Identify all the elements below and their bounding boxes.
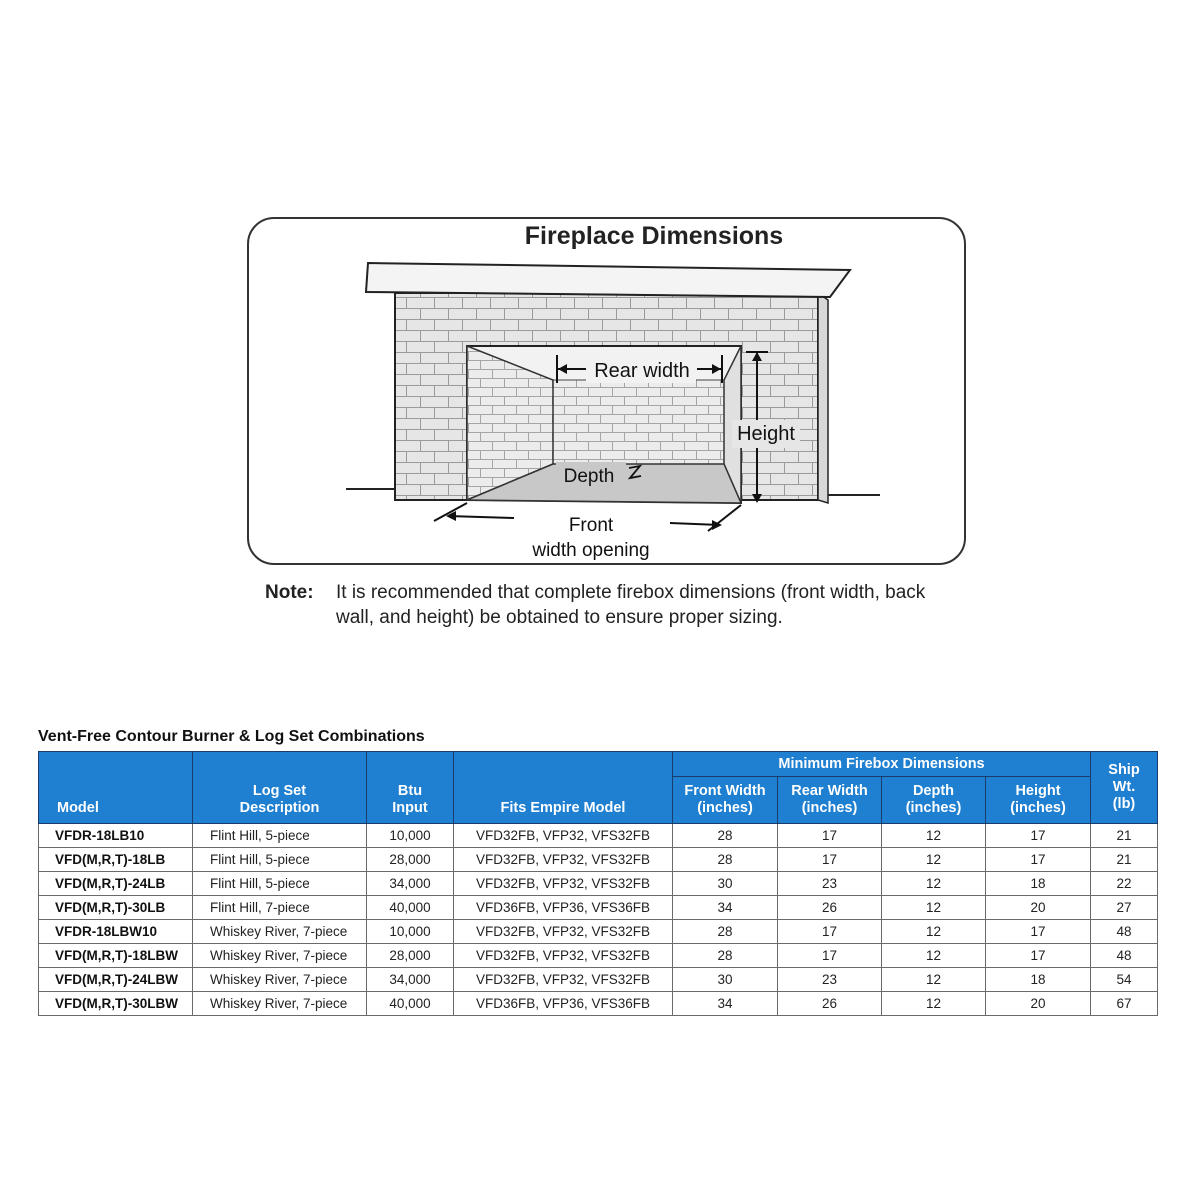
cell-fits: VFD32FB, VFP32, VFS32FB: [454, 944, 673, 968]
cell-model: VFD(M,R,T)-30LBW: [39, 992, 193, 1016]
cell-model: VFDR-18LBW10: [39, 920, 193, 944]
header-ship-text: Ship Wt. (lb): [1108, 762, 1140, 812]
cell-log-set: Whiskey River, 7-piece: [193, 920, 367, 944]
cell-log-set: Whiskey River, 7-piece: [193, 944, 367, 968]
cell-depth: 12: [882, 896, 986, 920]
cell-depth: 12: [882, 848, 986, 872]
cell-log-set: Flint Hill, 7-piece: [193, 896, 367, 920]
header-log-set: [193, 752, 367, 824]
cell-btu: 40,000: [367, 896, 454, 920]
cell-depth: 12: [882, 944, 986, 968]
cell-btu: 40,000: [367, 992, 454, 1016]
header-rear-width: Rear Width (inches): [778, 777, 882, 824]
table-row: [39, 896, 1158, 920]
table-row: [39, 824, 1158, 848]
table-title: Vent-Free Contour Burner & Log Set Combinations: [38, 728, 425, 745]
cell-front-width: 34: [673, 896, 778, 920]
cell-btu: 28,000: [367, 848, 454, 872]
cell-ship: 21: [1091, 848, 1158, 872]
cell-height: 17: [986, 920, 1091, 944]
cell-btu: 34,000: [367, 968, 454, 992]
height-label: Height: [737, 423, 795, 445]
note-label: Note:: [265, 582, 314, 603]
cell-model: VFD(M,R,T)-18LBW: [39, 944, 193, 968]
cell-depth: 12: [882, 824, 986, 848]
cell-btu: 28,000: [367, 944, 454, 968]
cell-front-width: 34: [673, 992, 778, 1016]
header-depth: [882, 777, 986, 824]
cell-ship: 67: [1091, 992, 1158, 1016]
depth-label: Depth: [563, 466, 615, 487]
cell-front-width: 30: [673, 968, 778, 992]
cell-front-width: 28: [673, 920, 778, 944]
cell-fits: VFD36FB, VFP36, VFS36FB: [454, 992, 673, 1016]
table-row: [39, 992, 1158, 1016]
cell-model: VFDR-18LB10: [39, 824, 193, 848]
cell-depth: 12: [882, 920, 986, 944]
cell-front-width: 30: [673, 872, 778, 896]
front-label-line2: width opening: [532, 540, 650, 561]
cell-front-width: 28: [673, 944, 778, 968]
cell-height: 17: [986, 824, 1091, 848]
cell-rear-width: 17: [778, 848, 882, 872]
header-model: Model: [39, 752, 193, 824]
table-row: [39, 920, 1158, 944]
table-row: [39, 848, 1158, 872]
cell-fits: VFD36FB, VFP36, VFS36FB: [454, 896, 673, 920]
front-label-line1: Front: [568, 515, 614, 536]
cell-fits: VFD32FB, VFP32, VFS32FB: [454, 968, 673, 992]
cell-height: 17: [986, 848, 1091, 872]
cell-ship: 48: [1091, 944, 1158, 968]
cell-log-set: Flint Hill, 5-piece: [193, 872, 367, 896]
cell-ship: 22: [1091, 872, 1158, 896]
cell-height: 18: [986, 968, 1091, 992]
cell-btu: 34,000: [367, 872, 454, 896]
cell-log-set: Whiskey River, 7-piece: [193, 968, 367, 992]
diagram-title: Fireplace Dimensions: [524, 222, 784, 250]
cell-fits: VFD32FB, VFP32, VFS32FB: [454, 872, 673, 896]
cell-rear-width: 17: [778, 920, 882, 944]
cell-rear-width: 23: [778, 968, 882, 992]
cell-height: 20: [986, 992, 1091, 1016]
cell-log-set: Flint Hill, 5-piece: [193, 824, 367, 848]
mantel-shelf: [366, 263, 850, 297]
cell-ship: 21: [1091, 824, 1158, 848]
header-min-firebox: Minimum Firebox Dimensions: [673, 752, 1091, 777]
firebox-back-wall: [553, 380, 724, 464]
header-height-text: Height (inches): [1010, 783, 1066, 816]
header-log-set-text: Log Set Description: [239, 783, 320, 816]
cell-depth: 12: [882, 968, 986, 992]
cell-rear-width: 23: [778, 872, 882, 896]
cell-ship: 54: [1091, 968, 1158, 992]
header-depth-text: Depth (inches): [905, 783, 962, 816]
cell-fits: VFD32FB, VFP32, VFS32FB: [454, 848, 673, 872]
cell-btu: 10,000: [367, 824, 454, 848]
cell-depth: 12: [882, 872, 986, 896]
cell-rear-width: 17: [778, 944, 882, 968]
cell-front-width: 28: [673, 848, 778, 872]
cell-height: 18: [986, 872, 1091, 896]
table-row: [39, 968, 1158, 992]
cell-height: 20: [986, 896, 1091, 920]
cell-rear-width: 17: [778, 824, 882, 848]
header-ship: [1091, 752, 1158, 824]
header-height: [986, 777, 1091, 824]
table-row: [39, 944, 1158, 968]
surround-side: [818, 293, 828, 503]
cell-fits: VFD32FB, VFP32, VFS32FB: [454, 824, 673, 848]
cell-rear-width: 26: [778, 896, 882, 920]
cell-height: 17: [986, 944, 1091, 968]
cell-ship: 27: [1091, 896, 1158, 920]
cell-rear-width: 26: [778, 992, 882, 1016]
cell-front-width: 28: [673, 824, 778, 848]
header-fits: Fits Empire Model: [454, 752, 673, 824]
table-row: [39, 872, 1158, 896]
cell-btu: 10,000: [367, 920, 454, 944]
rear-width-label: Rear width: [594, 360, 690, 382]
header-btu: [367, 752, 454, 824]
cell-model: VFD(M,R,T)-18LB: [39, 848, 193, 872]
cell-ship: 48: [1091, 920, 1158, 944]
cell-model: VFD(M,R,T)-24LB: [39, 872, 193, 896]
combinations-table: [38, 751, 1158, 1016]
cell-fits: VFD32FB, VFP32, VFS32FB: [454, 920, 673, 944]
cell-log-set: Flint Hill, 5-piece: [193, 848, 367, 872]
cell-log-set: Whiskey River, 7-piece: [193, 992, 367, 1016]
cell-model: VFD(M,R,T)-30LB: [39, 896, 193, 920]
cell-model: VFD(M,R,T)-24LBW: [39, 968, 193, 992]
header-front-width: Front Width (inches): [673, 777, 778, 824]
cell-depth: 12: [882, 992, 986, 1016]
note-text: It is recommended that complete firebox dimensions (front width, back wall, and height) be obtained to ensure proper sizing.: [336, 582, 926, 628]
header-btu-text: Btu Input: [392, 783, 428, 816]
